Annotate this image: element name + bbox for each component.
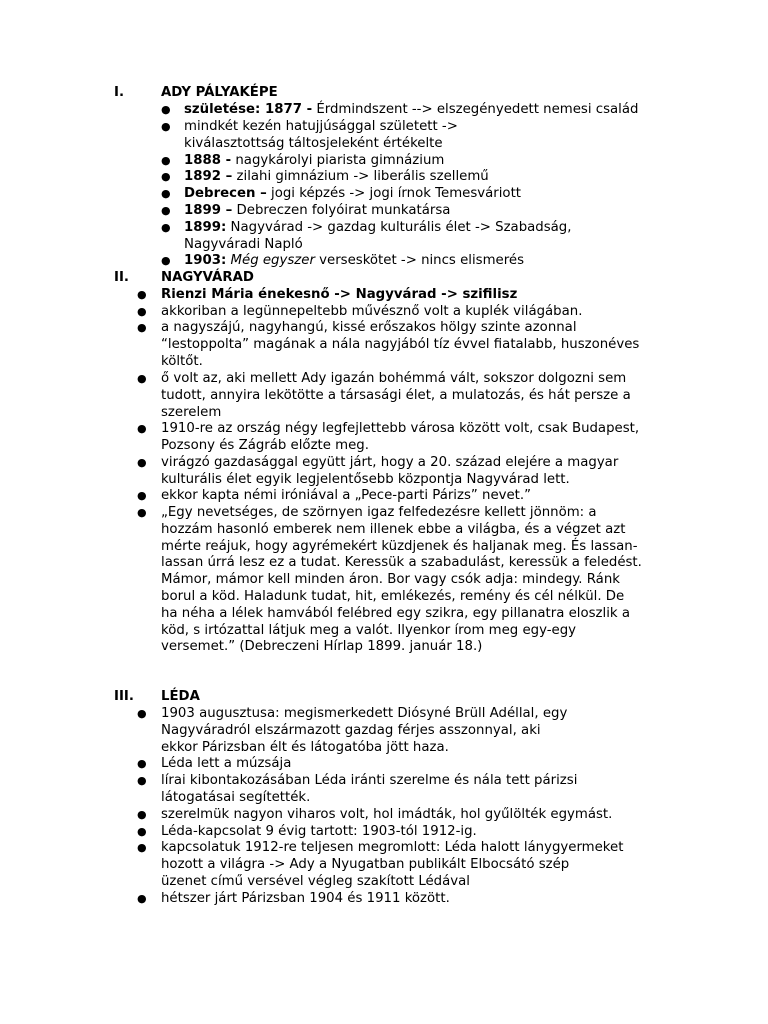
item-line: hozott a világra -> Ady a Nyugatban publikált Elbocsátó szép [161,856,570,872]
item-line: Pozsony és Zágráb előzte meg. [161,437,369,453]
item-line: ekkor Párizsban élt és látogatóba jött haza. [161,739,449,755]
bullet-icon: ● [137,757,147,770]
item-line: borul a köd. Haladunk tudat, hit, emlékezés, remény és cél nélkül. De [161,588,625,604]
bullet-icon: ● [161,154,171,167]
item-line: akkoriban a legünnepeltebb művésznő volt a kuplék világában. [161,304,583,319]
item-line: ha néha a lélek hamvából felébred egy szikra, egy pillanatra eloszlik a [161,605,630,621]
item-line: a nagyszájú, nagyhangú, kissé erőszakos hölgy szinte azonnal [161,320,577,335]
item-line: költőt. [161,353,203,369]
item-text: nagykárolyi piarista gimnázium [231,153,445,168]
bullet-icon: ● [161,170,171,183]
item-line: “lestoppolta” magának a nála nagyjából tíz évvel fiatalabb, huszonéves [161,336,640,352]
bullet-icon: ● [137,321,147,334]
item-text: Nagyvárad -> gazdag kulturális élet -> Szabadság, [226,220,572,235]
section-numeral: III. [114,689,134,704]
bullet-icon: ● [161,103,171,116]
item-bold: Debrecen – [184,186,267,201]
list-item [137,421,640,455]
list-item [161,186,521,203]
bullet-icon: ● [161,204,171,217]
bullet-icon: ● [137,825,147,838]
list-item [137,371,631,421]
list-item [137,824,477,841]
bullet-icon: ● [137,422,147,435]
item-text: verseskötet -> nincs elismerés [314,253,524,268]
bullet-icon: ● [137,305,147,318]
list-item [137,304,583,321]
item-line: Léda-kapcsolat 9 évig tartott: 1903-tól 1912-ig. [161,824,477,839]
section-title: NAGYVÁRAD [161,270,254,285]
list-item [137,320,640,370]
item-line: lassan úrrá lesz ez a tudat. Keressük a szabadulást, keressük a feledést. [161,555,642,571]
bullet-icon: ● [161,120,171,133]
item-line: látogatásai segítették. [161,789,311,805]
list-item [161,253,524,270]
item-line: szerelem [161,404,222,420]
item-line: szerelmük nagyon viharos volt, hol imádták, hol gyűlölték egymást. [161,807,613,822]
list-item [161,169,489,186]
item-line: ő volt az, aki mellett Ady igazán bohémmá vált, sokszor dolgozni sem [161,371,627,386]
bullet-icon: ● [137,288,147,301]
bullet-icon: ● [137,808,147,821]
bullet-icon: ● [137,372,147,385]
list-item [161,220,572,254]
list-item [137,287,518,304]
item-bold: 1888 - [184,153,232,168]
item-bold: 1899 – [184,203,233,218]
list-item [137,488,532,505]
list-item [137,840,624,890]
list-item [161,203,451,220]
item-text: Debreczen folyóirat munkatársa [232,203,451,218]
section-title: ADY PÁLYAKÉPE [161,85,278,100]
bullet-icon: ● [137,892,147,905]
list-item [137,505,642,656]
item-bold: Rienzi Mária énekesnő -> Nagyvárad -> szifilisz [161,287,518,302]
item-line: Nagyváradról elszármazott gazdag férjes asszonnyal, aki [161,722,541,738]
item-bold: 1903: [184,253,227,268]
item-line: versemet.” (Debreczeni Hírlap 1899. január 18.) [161,639,483,655]
item-line: ekkor kapta némi iróniával a „Pece-parti Párizs” nevet.” [161,488,532,503]
item-line: köd, s irtózattal látjuk meg a valót. Ilyenkor írom meg egy-egy [161,622,577,638]
bullet-icon: ● [161,187,171,200]
item-line: kiválasztottság táltosjeleként értékelte [184,135,443,151]
item-line: hétszer járt Párizsban 1904 és 1911 között. [161,891,450,906]
item-line: tudott, annyira lekötötte a társasági élet, a mulatozás, és hát persze a [161,387,631,403]
item-bold: 1899: [184,220,227,235]
bullet-icon: ● [137,456,147,469]
list-item [137,773,578,807]
item-line: Nagyváradi Napló [184,236,303,252]
section-numeral: II. [114,270,129,285]
item-text: zilahi gimnázium -> liberális szellemű [232,169,489,184]
item-line: 1910-re az ország négy legfejlettebb városa között volt, csak Budapest, [161,421,640,436]
bullet-icon: ● [161,221,171,234]
item-line: mérte reájuk, hogy agyrémekért küzdjenek és haljanak meg. És lassan- [161,538,638,554]
list-item [137,455,619,489]
item-bold: születése: 1877 - [184,102,313,117]
list-item [161,153,445,170]
list-item [137,807,613,824]
item-line: Mámor, mámor kell minden áron. Bor vagy csók adja: mindegy. Ránk [161,572,620,588]
bullet-icon: ● [137,506,147,519]
item-line: lírai kibontakozásában Léda iránti szerelme és nála tett párizsi [161,773,578,788]
item-line: kapcsolatuk 1912-re teljesen megromlott: Léda halott lánygyermeket [161,840,624,855]
bullet-icon: ● [137,489,147,502]
item-line: virágzó gazdasággal együtt járt, hogy a 20. század elejére a magyar [161,455,619,470]
list-item [137,756,292,773]
section-title: LÉDA [161,689,200,704]
item-line: „Egy nevetséges, de szörnyen igaz felfedezésre kellett jönnöm: a [161,505,597,520]
item-line: Léda lett a múzsája [161,756,292,771]
item-line: 1903 augusztusa: megismerkedett Diósyné Brüll Adéllal, egy [161,706,568,721]
item-italic: Még egyszer [226,253,315,268]
list-item [161,102,639,119]
item-bold: 1892 – [184,169,233,184]
bullet-icon: ● [161,254,171,267]
item-line: kulturális élet egyik legjelentősebb központja Nagyvárad lett. [161,471,570,487]
item-text: Érdmindszent --> elszegényedett nemesi család [312,102,639,117]
list-item [137,706,568,756]
item-line: mindkét kezén hatujjúsággal született -> [184,119,458,134]
section-heading-3 [114,689,200,706]
item-line: üzenet című versével végleg szakított Lédával [161,873,470,889]
list-item [137,891,450,908]
bullet-icon: ● [137,707,147,720]
section-numeral: I. [114,85,124,100]
section-heading-2 [114,270,254,287]
list-item [161,119,458,153]
bullet-icon: ● [137,841,147,854]
bullet-icon: ● [137,774,147,787]
section-heading-1 [114,85,278,102]
item-line: hozzám hasonló emberek nem illenek ebbe a világba, és a végzet azt [161,521,626,537]
item-text: jogi képzés -> jogi írnok Temesváriott [266,186,521,201]
